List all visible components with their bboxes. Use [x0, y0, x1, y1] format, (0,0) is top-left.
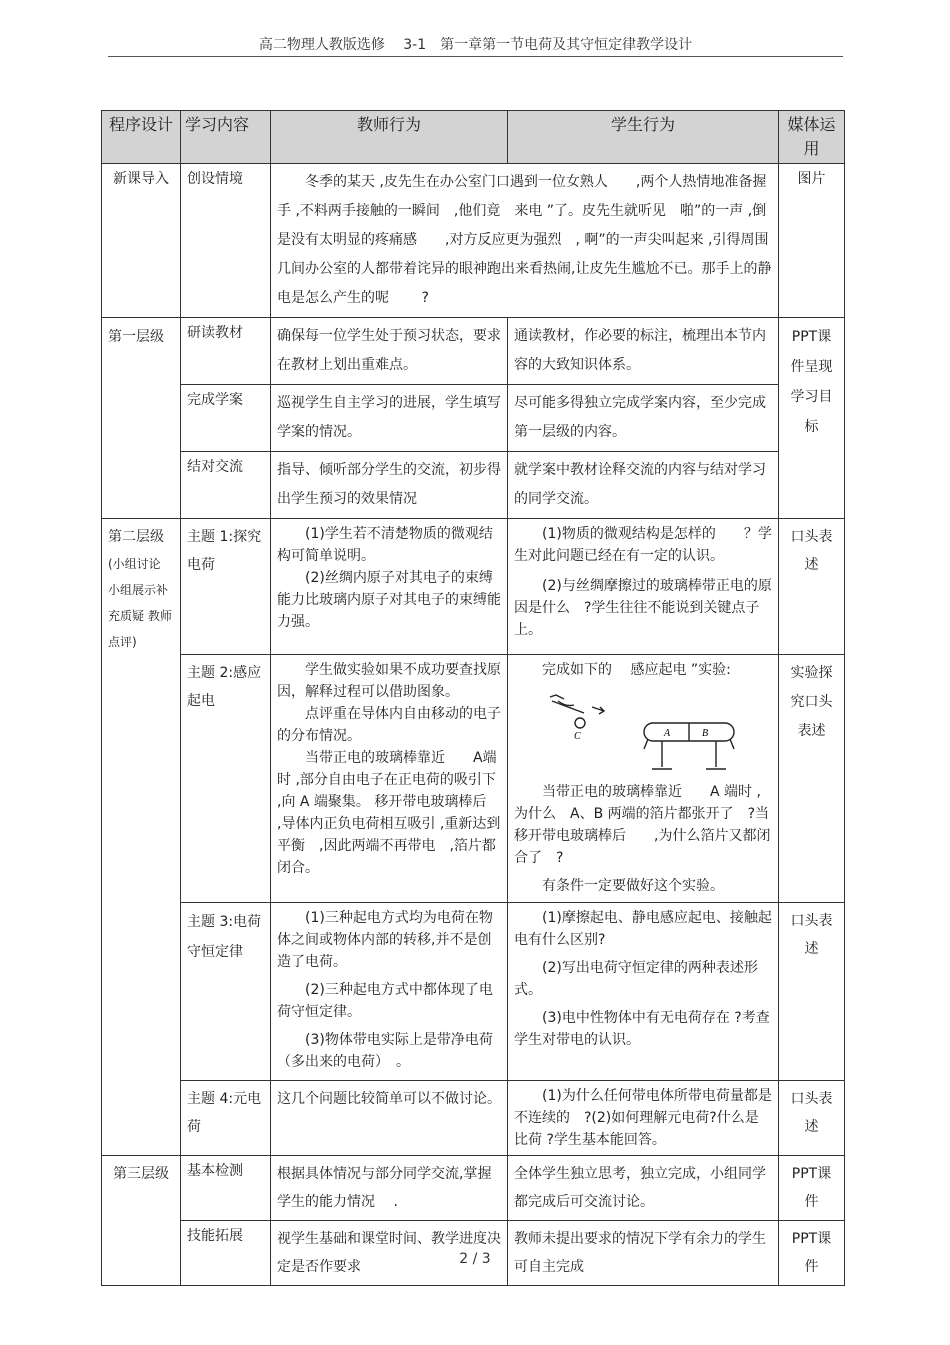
student-topic2-p2: 有条件一定要做好这个实验。 [542, 878, 724, 894]
student-l1-2: 尽可能多得独立完成学案内容，至少完成第一层级的内容。 [508, 385, 779, 452]
table-row [102, 318, 845, 385]
label-b: B [702, 728, 709, 739]
student-topic3-p1: (1)摩擦起电、静电感应起电、接触起电有什么区别? [514, 910, 772, 948]
teacher-topic1-p2: (2)丝绸内原子对其电子的束缚能力比玻璃内原子对其电子的束缚能力强。 [277, 570, 501, 630]
student-topic4: (1)为什么任何带电体所带电荷量都是不连续的 ?(2)如何理解元电荷?什么是比荷 ?学生基本能回答。 [508, 1081, 779, 1156]
stage-level2 [102, 519, 181, 1156]
student-l1-1: 通读教材，作必要的标注，梳理出本节内容的大致知识体系。 [508, 318, 779, 385]
media-l3-1: PPT课件 [779, 1156, 845, 1221]
teacher-topic2-p3: 当带正电的玻璃棒靠近 A端时 ,部分自由电子在正电荷的吸引下 ,向 A 端聚集。 移开带电玻璃棒后 ,导体内正负电荷相互吸引 ,重新达到平衡 ,因此两端不再带电 ,箔片都闭合。 [277, 750, 505, 876]
header-content: 学习内容 [181, 111, 271, 164]
header-divider [108, 56, 843, 57]
media-topic2: 实验探究口头表述 [779, 655, 845, 903]
media-level1: PPT课件呈现学习目标 [779, 318, 845, 519]
stage-level2-title: 第二层级 [108, 529, 164, 545]
teacher-topic3-p3: (3)物体带电实际上是带净电荷（多出来的电荷） 。 [277, 1032, 493, 1070]
foil-a [644, 739, 648, 749]
teacher-topic1 [271, 519, 508, 655]
teacher-topic3-p1: (1)三种起电方式均为电荷在物体之间或物体内部的转移,并不是创造了电荷。 [277, 910, 493, 970]
teacher-topic2 [271, 655, 508, 903]
stage-level3: 第三层级 [102, 1156, 181, 1286]
teacher-topic1-p1: (1)学生若不清楚物质的微观结构可简单说明。 [277, 526, 493, 564]
header-teacher: 教师行为 [271, 111, 508, 164]
student-topic3-p3: (3)电中性物体中有无电荷存在 ?考查学生对带电的认识。 [514, 1010, 770, 1048]
content-l1-1: 研读教材 [181, 318, 271, 385]
charge-ball [575, 718, 585, 728]
intro-scenario: 冬季的某天 ,皮先生在办公室门口遇到一位女熟人 ,两个人热情地准备握手 ,不料两手接触的一瞬间 ,他们竟 来电 ”了。皮先生就听见 啪”的一声 ,倒是没有太明显的疼痛感 ,对方反应更为强烈 , 啊”的一声尖叫起来 ,引得周围几间办公室的人都带着诧异的眼神跑出来看热闹,让皮先生尴尬不已。那手上的静电是怎么产生的呢 ? [271, 164, 779, 318]
content-intro: 创设情境 [181, 164, 271, 318]
table-row [102, 519, 845, 655]
content-topic3: 主题 3:电荷守恒定律 [181, 903, 271, 1081]
content-l3-2: 技能拓展 [181, 1221, 271, 1286]
media-topic3: 口头表述 [779, 903, 845, 1081]
student-topic3-p2: (2)写出电荷守恒定律的两种表述形式。 [514, 960, 758, 998]
glass-rod [552, 701, 584, 713]
content-l1-3: 结对交流 [181, 452, 271, 519]
page-header: 高二物理人教版选修 3-1 第一章第一节电荷及其守恒定律教学设计 [258, 37, 693, 53]
student-topic2-p1: 当带正电的玻璃棒靠近 A 端时 ,为什么 A、B 两端的箔片都张开了 ?当移开带电玻璃棒后 ,为什么箔片又都闭合了 ? [514, 784, 771, 866]
stage-level2-note: (小组讨论 小组展示补充质疑 教师点评) [108, 557, 172, 649]
student-topic3 [508, 903, 779, 1081]
media-topic4: 口头表述 [779, 1081, 845, 1156]
label-c: C [574, 731, 581, 742]
teacher-topic4: 这几个问题比较简单可以不做讨论。 [271, 1081, 508, 1156]
teacher-topic3-p2: (2)三种起电方式中都体现了电荷守恒定律。 [277, 982, 493, 1020]
student-topic2-intro: 完成如下的 感应起电 ”实验: [542, 662, 731, 678]
header-stage: 程序设计 [102, 111, 181, 164]
teacher-l3-2: 视学生基础和课堂时间、教学进度决定是否作要求 [271, 1221, 508, 1286]
teacher-topic2-p1: 学生做实验如果不成功要查找原因，解释过程可以借助图象。 [277, 662, 501, 700]
teacher-l1-1: 确保每一位学生处于预习状态，要求在教材上划出重难点。 [271, 318, 508, 385]
student-topic1-p1: (1)物质的微观结构是怎样的 ？学生对此问题已经在有一定的认识。 [514, 526, 772, 564]
table-row [102, 903, 845, 1081]
hand-shape [550, 695, 564, 699]
table-header-row [102, 111, 845, 164]
student-l3-2: 教师未提出要求的情况下学有余力的学生可自主完成 [508, 1221, 779, 1286]
student-topic2 [508, 655, 779, 903]
student-topic1-p2: (2)与丝绸摩擦过的玻璃棒带正电的原因是什么 ?学生往往不能说到关键点子上。 [514, 578, 772, 638]
student-l1-3: 就学案中教材诠释交流的内容与结对学习的同学交流。 [508, 452, 779, 519]
student-l3-1: 全体学生独立思考，独立完成，小组同学都完成后可交流讨论。 [508, 1156, 779, 1221]
stage-intro: 新课导入 [102, 164, 181, 318]
table-row [102, 1156, 845, 1221]
teacher-l3-1: 根据具体情况与部分同学交流,掌握学生的能力情况 . [271, 1156, 508, 1221]
student-topic1 [508, 519, 779, 655]
content-l3-1: 基本检测 [181, 1156, 271, 1221]
induction-experiment-figure [544, 683, 754, 775]
teacher-l1-2: 巡视学生自主学习的进展，学生填写学案的情况。 [271, 385, 508, 452]
header-student: 学生行为 [508, 111, 779, 164]
media-topic1: 口头表述 [779, 519, 845, 655]
content-topic1: 主题 1:探究电荷 [181, 519, 271, 655]
media-l3-2: PPT课件 [779, 1221, 845, 1286]
table-row [102, 452, 845, 519]
label-a: A [664, 728, 671, 739]
teacher-topic3 [271, 903, 508, 1081]
stage-level1: 第一层级 [102, 318, 181, 519]
table-row [102, 655, 845, 903]
page-number: 2 / 3 [459, 1251, 491, 1267]
media-intro: 图片 [779, 164, 845, 318]
lesson-plan-table [101, 110, 845, 1286]
content-topic2: 主题 2:感应起电 [181, 655, 271, 903]
content-l1-2: 完成学案 [181, 385, 271, 452]
foil-b [730, 739, 734, 749]
header-media: 媒体运用 [779, 111, 845, 164]
table-row [102, 385, 845, 452]
table-row [102, 164, 845, 318]
teacher-l1-3: 指导、倾听部分学生的交流，初步得出学生预习的效果情况 [271, 452, 508, 519]
teacher-topic2-p2: 点评重在导体内自由移动的电子的分布情况。 [277, 706, 501, 744]
content-topic4: 主题 4:元电荷 [181, 1081, 271, 1156]
table-row [102, 1081, 845, 1156]
